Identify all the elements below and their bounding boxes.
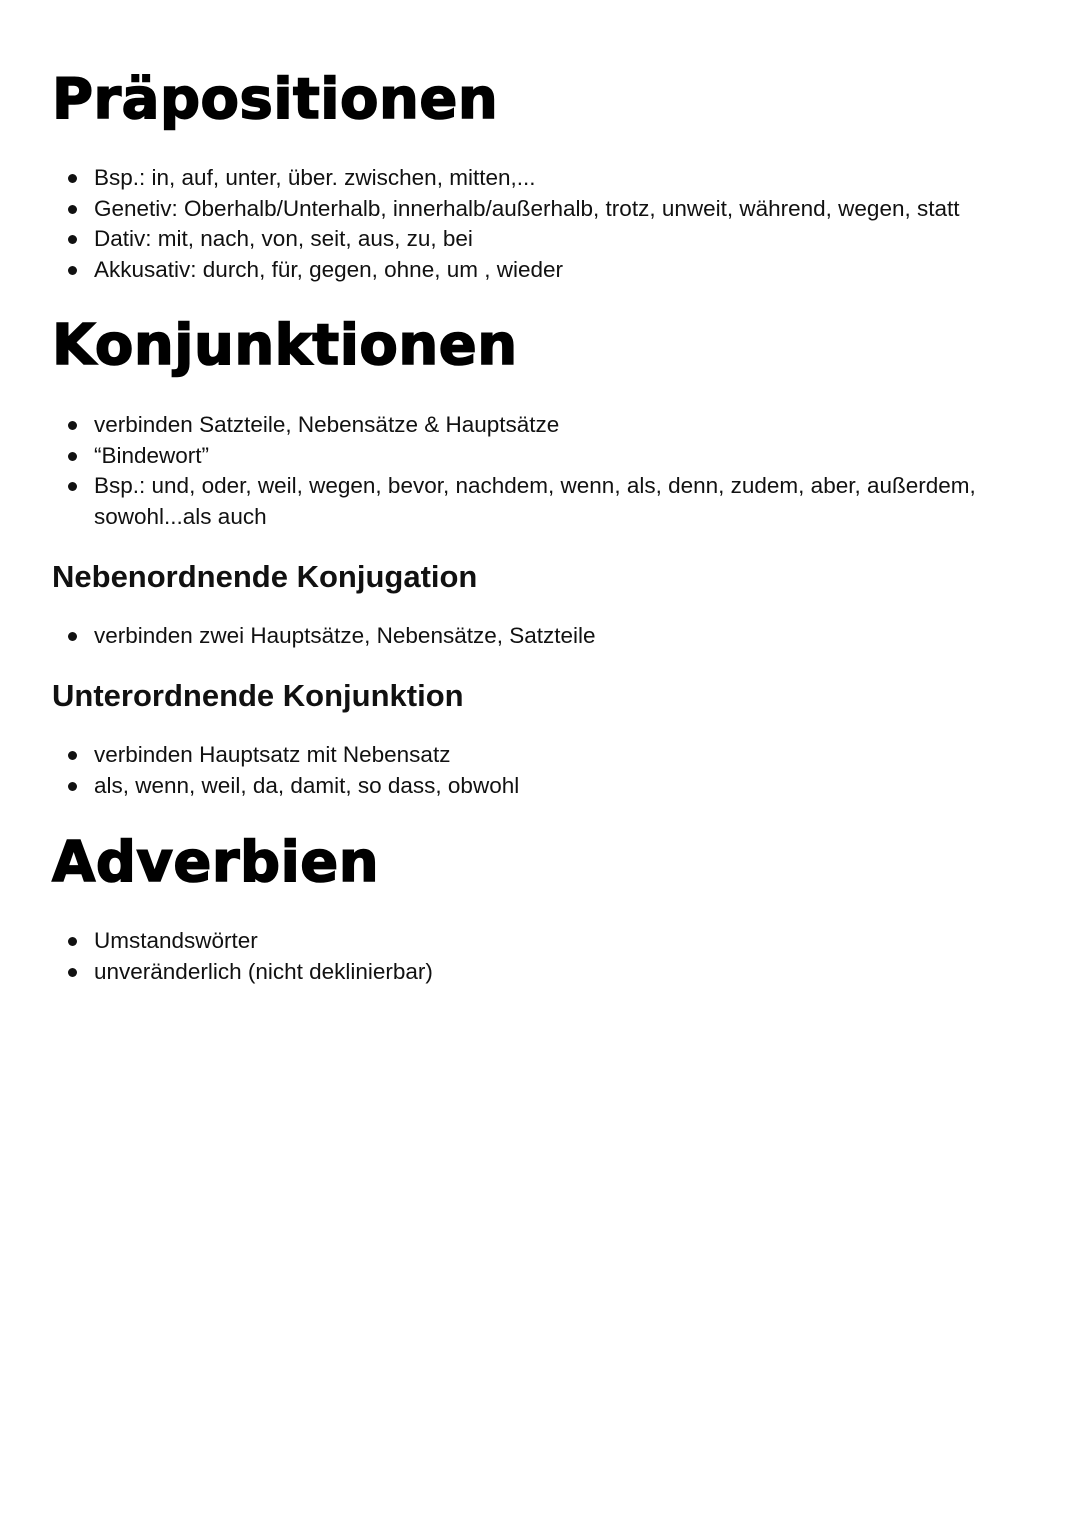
list-unterordnende bbox=[52, 740, 1042, 801]
heading-konjunktionen: Konjunktionen bbox=[52, 313, 518, 378]
list-item: Genetiv: Oberhalb/Unterhalb, innerhalb/außerhalb, trotz, unweit, während, wegen, statt bbox=[52, 194, 1042, 225]
list-item: verbinden Satzteile, Nebensätze & Hauptsätze bbox=[52, 410, 1027, 441]
list-item: Umstandswörter bbox=[52, 926, 1042, 957]
list-konjunktionen bbox=[52, 410, 1027, 532]
subheading-nebenordnende-konjugation: Nebenordnende Konjugation bbox=[52, 559, 478, 594]
heading-praepositionen: Präpositionen bbox=[52, 67, 499, 132]
list-item: Dativ: mit, nach, von, seit, aus, zu, bei bbox=[52, 224, 1042, 255]
list-item: Bsp.: in, auf, unter, über. zwischen, mitten,... bbox=[52, 163, 1042, 194]
list-item: Bsp.: und, oder, weil, wegen, bevor, nachdem, wenn, als, denn, zudem, aber, außerdem, sowohl...als auch bbox=[52, 471, 1027, 532]
list-praepositionen bbox=[52, 163, 1042, 285]
subheading-unterordnende-konjunktion: Unterordnende Konjunktion bbox=[52, 678, 464, 713]
list-adverbien bbox=[52, 926, 1042, 987]
list-item: “Bindewort” bbox=[52, 441, 1027, 472]
list-item: Akkusativ: durch, für, gegen, ohne, um , wieder bbox=[52, 255, 1042, 286]
list-nebenordnende bbox=[52, 621, 1042, 652]
list-item: verbinden zwei Hauptsätze, Nebensätze, Satzteile bbox=[52, 621, 1042, 652]
list-item: unveränderlich (nicht deklinierbar) bbox=[52, 957, 1042, 988]
list-item: verbinden Hauptsatz mit Nebensatz bbox=[52, 740, 1042, 771]
heading-adverbien: Adverbien bbox=[52, 830, 380, 895]
list-item: als, wenn, weil, da, damit, so dass, obwohl bbox=[52, 771, 1042, 802]
